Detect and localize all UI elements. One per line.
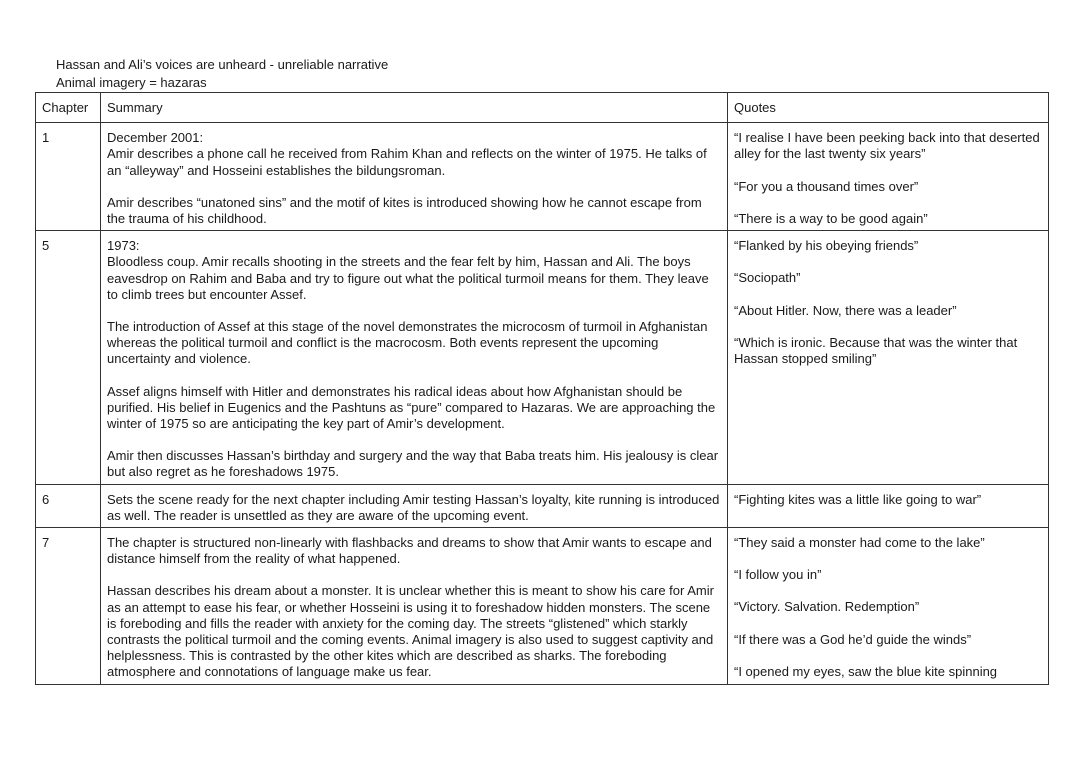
table-header-row: [36, 93, 1049, 123]
table-row: [36, 484, 1049, 527]
summary-cell: [101, 484, 728, 527]
chapter-cell: 5: [36, 231, 101, 484]
quote: “About Hitler. Now, there was a leader”: [734, 302, 957, 318]
summary-paragraph: Hassan describes his dream about a monster. It is unclear whether this is meant to show his care for Amir as an attempt to ease his fear, or whether Hosseini is using it to foreshadow hidden monsters. The scene is foreboding and fills the reader with anxiety for the coming day. The streets “glistened” which starkly contrasts the political turmoil and the coming events. Animal imagery is also used to suggest captivity and helplessness. This is contrasted by the other kites which are described as sharks. The foreboding atmosphere and connotations of language make us fear.: [107, 583, 714, 680]
summary-cell: [101, 528, 728, 685]
table-row: [36, 528, 1049, 685]
page-notes: [56, 56, 388, 92]
chapter-cell: 7: [36, 528, 101, 685]
summary-paragraph: The introduction of Assef at this stage of the novel demonstrates the microcosm of turmoil in Afghanistan whereas the political turmoil and conflict is the macrocosm. Both events represent the upcoming uncertainty and violence.: [107, 319, 708, 367]
header-summary: Summary: [101, 93, 728, 123]
note-line: Hassan and Ali’s voices are unheard - unreliable narrative: [56, 57, 389, 72]
summary-paragraph: Assef aligns himself with Hitler and demonstrates his radical ideas about how Afghanistan should be purified. His belief in Eugenics and the Pashtuns as “pure” compared to Hazaras. We are approaching the winter of 1975 so are anticipating the key part of Amir’s development.: [107, 383, 716, 432]
quote: “Fighting kites was a little like going to war”: [734, 491, 982, 507]
summary-paragraph: Sets the scene ready for the next chapter including Amir testing Hassan’s loyalty, kite running is introduced as well. The reader is unsettled as they are aware of the upcoming event.: [107, 491, 720, 523]
summary-paragraph: December 2001: Amir describes a phone call he received from Rahim Khan and reflects on the winter of 1975. He talks of an “alleyway” and Hosseini establishes the bildungsroman.: [107, 130, 707, 178]
quote: “They said a monster had come to the lake”: [734, 535, 985, 551]
summary-paragraph: 1973: Bloodless coup. Amir recalls shooting in the streets and the fear felt by him, Hassan and Ali. The boys eavesdrop on Rahim and Baba and try to figure out what the political turmoil means for them. They leave to climb trees but encounter Assef.: [107, 238, 709, 302]
quotes-cell: [728, 528, 1049, 685]
quote: “Flanked by his obeying friends”: [734, 238, 919, 254]
quote: “I opened my eyes, saw the blue kite spinning: [734, 663, 998, 679]
chapter-summary-table: [35, 92, 1049, 685]
quote: “I realise I have been peeking back into that deserted alley for the last twenty six years”: [734, 130, 1040, 162]
chapter-cell: 1: [36, 123, 101, 231]
table-row: [36, 123, 1049, 231]
chapter-cell: 6: [36, 484, 101, 527]
summary-paragraph: Amir describes “unatoned sins” and the motif of kites is introduced showing how he cannot escape from the trauma of his childhood.: [107, 194, 702, 227]
header-chapter: Chapter: [36, 93, 101, 123]
quote: “Which is ironic. Because that was the winter that Hassan stopped smiling”: [734, 334, 1018, 367]
quote: “For you a thousand times over”: [734, 178, 919, 194]
quote: “If there was a God he’d guide the winds”: [734, 631, 972, 647]
quote: “Victory. Salvation. Redemption”: [734, 599, 920, 615]
summary-cell: [101, 123, 728, 231]
quote: “Sociopath”: [734, 270, 801, 286]
quote: “There is a way to be good again”: [734, 210, 928, 226]
quotes-cell: [728, 484, 1049, 527]
table-row: [36, 231, 1049, 484]
quotes-cell: [728, 231, 1049, 484]
quotes-cell: [728, 123, 1049, 231]
header-quotes: Quotes: [728, 93, 1049, 123]
quote: “I follow you in”: [734, 567, 822, 583]
summary-paragraph: The chapter is structured non-linearly with flashbacks and dreams to show that Amir wants to escape and distance himself from the reality of what happened.: [107, 535, 712, 567]
summary-paragraph: Amir then discusses Hassan’s birthday and surgery and the way that Baba treats him. His jealousy is clear but also regret as he foreshadows 1975.: [107, 448, 719, 480]
summary-cell: [101, 231, 728, 484]
note-line: Animal imagery = hazaras: [56, 75, 207, 90]
